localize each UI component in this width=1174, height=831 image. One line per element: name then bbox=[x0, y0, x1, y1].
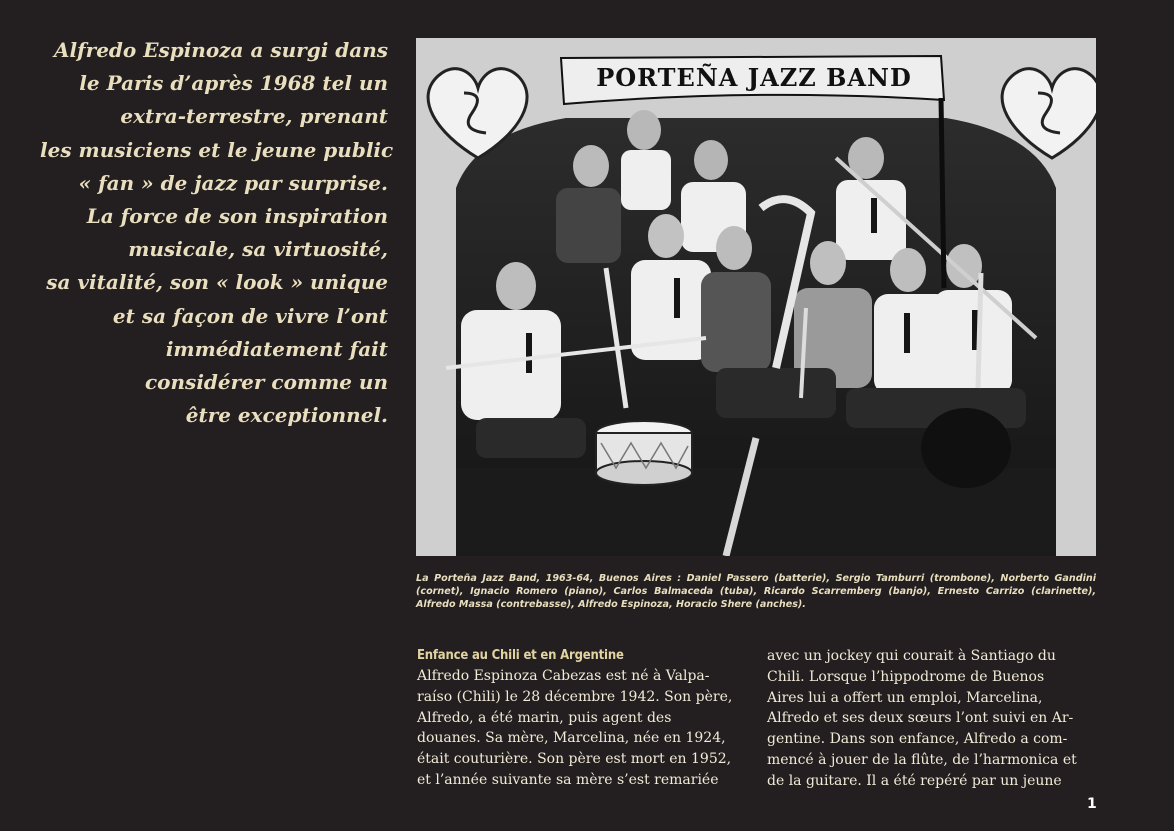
page-number: 1 bbox=[1087, 796, 1097, 812]
pull-quote-line: « fan » de jazz par surprise. bbox=[78, 170, 388, 195]
article-line: douanes. Sa mère, Marcelina, née en 1924, bbox=[417, 730, 726, 747]
article-line: avec un jockey qui courait à Santiago du bbox=[767, 648, 1056, 664]
pull-quote-line: considérer comme un bbox=[145, 370, 388, 395]
article-line: de la guitare. Il a été repéré par un jeune bbox=[767, 772, 1062, 789]
band-banner-text: PORTEÑA JAZZ BAND bbox=[596, 63, 912, 92]
article-line: Alfredo et ses deux sœurs l’ont suivi en Ar- bbox=[767, 710, 1074, 727]
article-line: Chili. Lorsque l’hippodrome de Buenos bbox=[767, 668, 1045, 685]
pull-quote-line: sa vitalité, son « look » unique bbox=[46, 270, 388, 295]
article-line: Aires lui a offert un emploi, Marcelina, bbox=[767, 689, 1043, 706]
pull-quote bbox=[40, 34, 394, 432]
pull-quote-line: être exceptionnel. bbox=[185, 403, 388, 428]
pull-quote-line: et sa façon de vivre l’ont bbox=[112, 303, 388, 328]
article-line: raíso (Chili) le 28 décembre 1942. Son père, bbox=[417, 688, 733, 705]
pull-quote-line: La force de son inspiration bbox=[86, 204, 388, 229]
article-line: était couturière. Son père est mort en 1952, bbox=[417, 751, 732, 768]
pull-quote-line: musicale, sa virtuosité, bbox=[128, 237, 388, 262]
article-column-left bbox=[417, 666, 732, 791]
article-line: gentine. Dans son enfance, Alfredo a com- bbox=[767, 731, 1068, 748]
pull-quote-line: le Paris d’après 1968 tel un bbox=[79, 71, 388, 96]
pull-quote-line: immédiatement fait bbox=[165, 336, 388, 361]
section-heading: Enfance au Chili et en Argentine bbox=[417, 648, 624, 663]
pull-quote-line: les musiciens et le jeune public bbox=[40, 137, 394, 162]
photo-caption: La Porteña Jazz Band, 1963-64, Buenos Aires : Daniel Passero (batterie), Sergio Tamburri (trombone), Norberto Gandini (cornet), Ignacio Romero (piano), Carlos Balmaceda (tuba), Ricardo Scarremberg (banjo), Ernesto Carrizo (clarinette), Alfredo Massa (contrebasse), Alfredo Espinoza, Horacio Shere (anches). bbox=[416, 573, 1096, 610]
article-line: et l’année suivante sa mère s’est remariée bbox=[417, 771, 719, 788]
article-line: Alfredo Espinoza Cabezas est né à Valpa- bbox=[417, 668, 710, 684]
article-line: mencé à jouer de la flûte, de l’harmonica et bbox=[767, 751, 1077, 768]
article-line: Alfredo, a été marin, puis agent des bbox=[417, 709, 672, 726]
article-column-right bbox=[767, 646, 1077, 792]
pull-quote-line: Alfredo Espinoza a surgi dans bbox=[53, 38, 388, 62]
band-photo bbox=[416, 38, 1096, 556]
drum bbox=[596, 421, 692, 485]
pull-quote-line: extra-terrestre, prenant bbox=[120, 104, 388, 129]
